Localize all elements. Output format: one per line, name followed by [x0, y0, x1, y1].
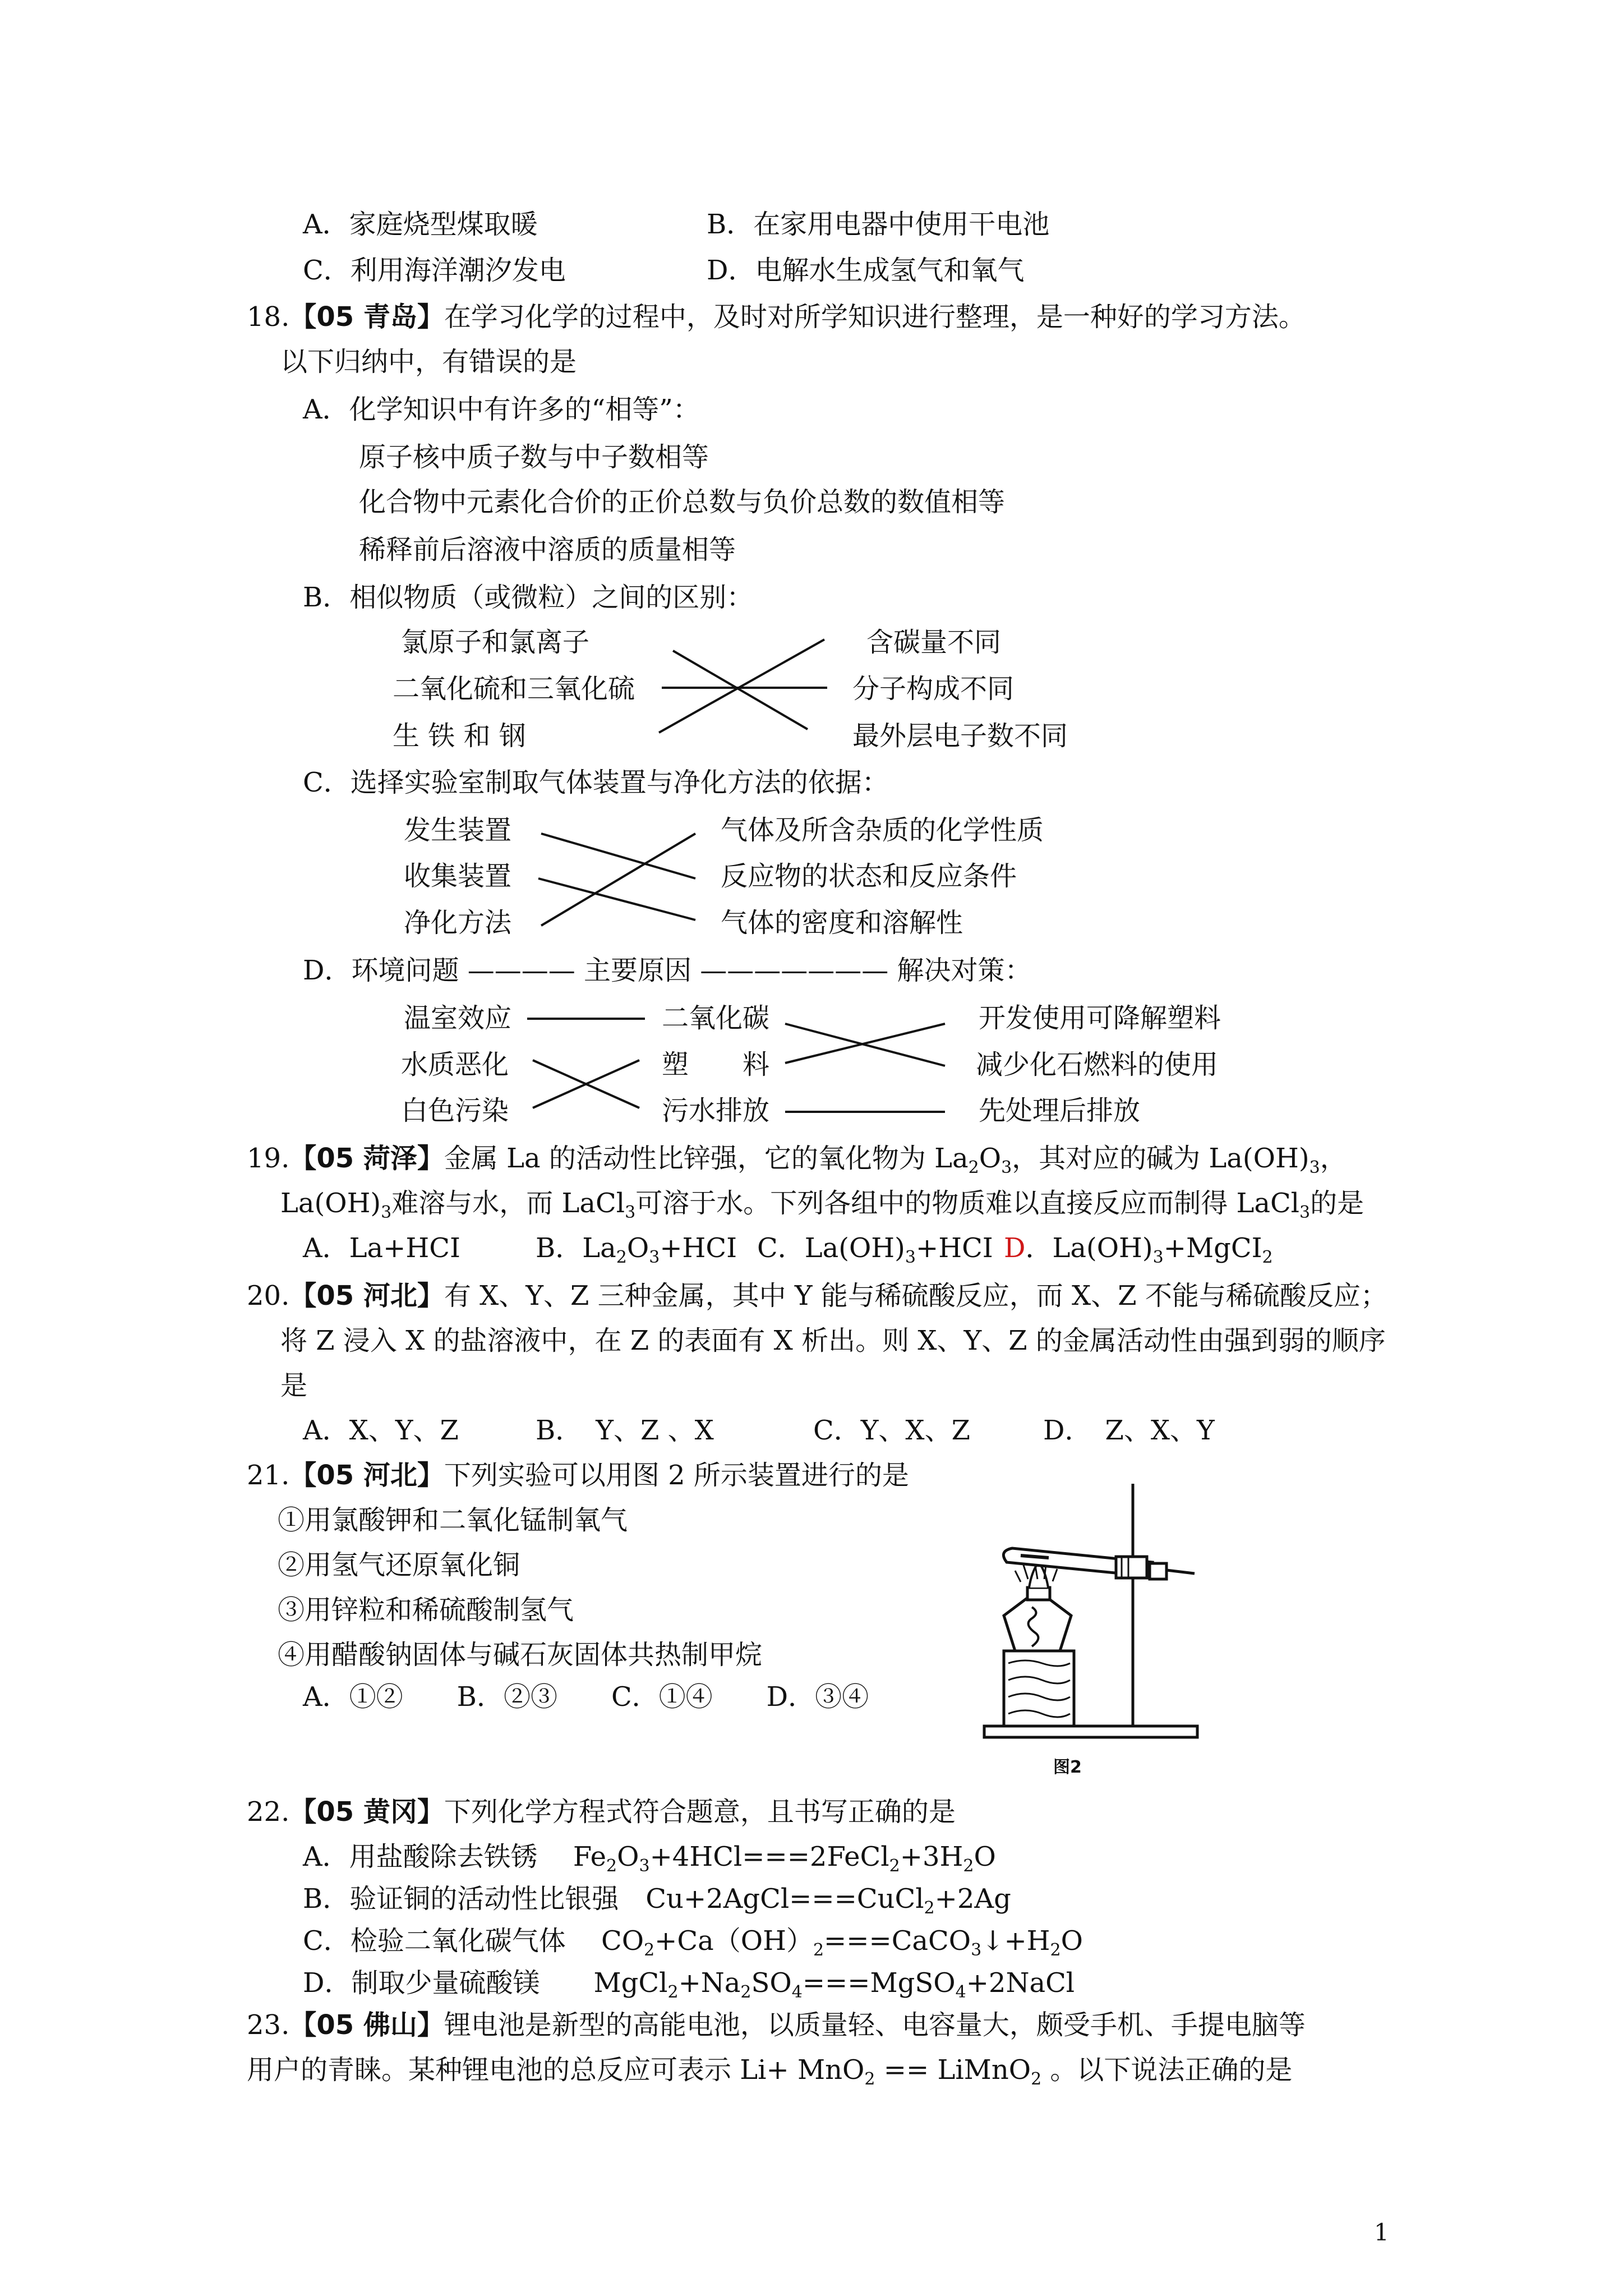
q19-option-b: B．$La_2O_3+HCI$	[536, 1232, 737, 1267]
q18-b-right-1: 含碳量不同	[866, 627, 1002, 658]
q22-source-tag: 【05 黄冈】	[289, 1796, 444, 1828]
page-number: 1	[1374, 2219, 1389, 2246]
q23-stem2-text: 用户的青睐。某种锂电池的总反应可表示 Li+ MnO	[247, 2054, 865, 2086]
q18-a-item-1: 原子核中质子数与中子数相等	[359, 441, 709, 473]
q20-source-tag: 【05 河北】	[289, 1280, 444, 1312]
q20-stem-2: 将 Z 浸入 X 的盐溶液中，在 Z 的表面有 X 析出。则 X、Y、Z 的金属活动性由强到弱的顺序	[280, 1325, 1386, 1356]
subscript: 2	[1031, 2069, 1042, 2089]
subscript: 2	[667, 1982, 679, 2002]
q20-option-c: C．Y、X、Z	[813, 1415, 970, 1446]
subscript: 3	[639, 1856, 650, 1876]
q20-stem-text: 有 X、Y、Z 三种金属，其中 Y 能与稀硫酸反应，而 X、Z 不能与稀硫酸反应；	[444, 1280, 1387, 1312]
q19-option-c-text-2: +HCI	[915, 1232, 993, 1264]
q20-stem	[247, 1279, 1387, 1313]
figure-caption: 图2	[1053, 1757, 1082, 1777]
q22-option-a: A．用盐酸除去铁锈 $Fe_2O_3+4HCl===2FeCl_2+3H_2O$	[303, 1841, 996, 1876]
subscript: 3	[1001, 1158, 1012, 1177]
subscript: 2	[1050, 1940, 1061, 1960]
q19-stem: 19.【05 菏泽】金属 La 的活动性比锌强，它的氧化物为 $La_2O_3$，其对应的碱为 $La(OH)_3$，	[247, 1143, 1347, 1177]
q19-option-a: A．La+HCI	[303, 1232, 460, 1264]
subscript: 3	[381, 1203, 392, 1222]
q18-d-mid-1: 二氧化碳	[662, 1002, 770, 1034]
q19-option-d	[1004, 1231, 1273, 1265]
q18-b-left-1: 氯原子和氯离子	[401, 627, 590, 658]
q22-option-b-equation: Cu+2AgCl===CuCl	[645, 1883, 924, 1915]
q22-option-d-text: D．制取少量硫酸镁	[303, 1967, 540, 1999]
q21-item-2: ②用氢气还原氧化铜	[278, 1549, 520, 1581]
q19-stem2-text-2: 难溶与水，而 LaCl	[391, 1188, 625, 1219]
q23-number: 23.	[247, 2009, 290, 2041]
subscript: 3	[649, 1248, 660, 1267]
subscript: 3	[1152, 1248, 1164, 1267]
q19-stem-2	[280, 1186, 1364, 1220]
subscript: 3	[625, 1203, 636, 1222]
c-connector-1	[541, 834, 695, 878]
q18-b-left-3: 生 铁 和 钢	[393, 720, 526, 752]
subscript: 3	[1299, 1203, 1311, 1222]
q19-option-b-text: B．La	[536, 1232, 616, 1264]
b-connector-3	[659, 639, 824, 733]
q19-stem2-text: La(OH)	[280, 1188, 381, 1219]
q22-option-c: C．检验二氧化碳气体 $CO_2+Ca(OH)_2===CaCO_3↓+H_2O$	[303, 1925, 1083, 1960]
subscript: 2	[963, 1856, 974, 1876]
q22-option-d: D．制取少量硫酸镁 $MgCl_2+Na_2SO_4===MgSO_4+2NaCl$	[303, 1967, 1075, 2002]
q19-source-tag: 【05 菏泽】	[289, 1143, 444, 1174]
q21-options: A．①② B．②③ C．①④ D．③④	[303, 1681, 869, 1713]
q18-c-left-1: 发生装置	[404, 815, 512, 846]
q17-option-b: B．在家用电器中使用干电池	[707, 209, 1050, 240]
q19-stem2-text-3: 可溶于水。下列各组中的物质难以直接反应而制得 LaCl	[635, 1188, 1300, 1219]
q21-number: 21.	[247, 1460, 290, 1491]
subscript: 3	[971, 1940, 982, 1960]
q18-c-right-2: 反应物的状态和反应条件	[721, 861, 1017, 892]
q18-d-right-3: 先处理后排放	[979, 1095, 1141, 1126]
q21-stem	[247, 1458, 909, 1492]
q23-stem-text: 锂电池是新型的高能电池，以质量轻、电容量大，颇受手机、手提电脑等	[444, 2009, 1306, 2041]
q18-b-head: B．相似物质（或微粒）之间的区别：	[303, 582, 754, 613]
q21-stem-text: 下列实验可以用图 2 所示装置进行的是	[444, 1460, 909, 1491]
subscript: 2	[968, 1158, 979, 1177]
subscript: 2	[644, 1940, 655, 1960]
subscript: 3	[905, 1248, 916, 1267]
q22-option-b-equation-2: +2Ag	[934, 1883, 1011, 1915]
q18-c-left-3: 净化方法	[404, 907, 512, 938]
q19-stem-text: 金属 La 的活动性比锌强，它的氧化物为 La	[444, 1143, 969, 1174]
subscript: 2	[864, 2069, 875, 2089]
q19-option-b-text-2: +HCI	[660, 1232, 737, 1264]
subscript: 2	[606, 1856, 617, 1876]
q22-option-b	[303, 1882, 1011, 1916]
b-connector-1	[673, 651, 808, 729]
q20-stem-3: 是	[280, 1370, 308, 1401]
q18-stem-text: 在学习化学的过程中，及时对所学知识进行整理，是一种好的学习方法。	[444, 301, 1306, 333]
q23-source-tag: 【05 佛山】	[289, 2009, 444, 2041]
q18-source-tag: 【05 青岛】	[289, 301, 444, 333]
q21-item-4: ④用醋酸钠固体与碱石灰固体共热制甲烷	[278, 1639, 763, 1671]
q19-option-d-text-2: +MgCI	[1163, 1232, 1262, 1264]
test-tube-contents	[1021, 1556, 1049, 1558]
q18-b-left-2: 二氧化硫和三氧化硫	[393, 673, 635, 705]
q21-source-tag: 【05 河北】	[289, 1460, 444, 1491]
q23-stem	[247, 2008, 1306, 2042]
q18-d-head: D．环境问题 ———— 主要原因 ——————— 解决对策：	[303, 955, 1032, 986]
q17-option-c: C．利用海洋潮汐发电	[303, 255, 566, 286]
q18-a-head: A．化学知识中有许多的“相等”：	[303, 394, 700, 425]
lamp-neck	[1027, 1588, 1050, 1600]
q18-b-right-3: 最外层电子数不同	[852, 720, 1068, 752]
q18-d-right-1: 开发使用可降解塑料	[979, 1002, 1221, 1034]
q18-c-right-1: 气体及所含杂质的化学性质	[721, 815, 1044, 846]
q18-d-left-3: 白色污染	[401, 1095, 509, 1126]
c-connector-3	[541, 834, 695, 926]
q18-c-head: C．选择实验室制取气体装置与净化方法的依据：	[303, 767, 889, 798]
q17-option-d: D．电解水生成氢气和氧气	[707, 255, 1025, 286]
subscript: 3	[1309, 1158, 1320, 1177]
q23-stem2-text-2: == LiMnO	[875, 2054, 1031, 2086]
q19-option-d-text: ．La(OH)	[1025, 1232, 1153, 1264]
stopper	[1150, 1563, 1166, 1579]
q22-option-a-text: A．用盐酸除去铁锈	[303, 1841, 538, 1872]
q22-stem-text: 下列化学方程式符合题意，且书写正确的是	[444, 1796, 956, 1828]
q20-option-a: A．X、Y、Z	[303, 1415, 459, 1446]
q20-number: 20.	[247, 1280, 290, 1312]
q22-number: 22.	[247, 1796, 290, 1828]
subscript: 2	[740, 1982, 751, 2002]
q19-option-d-letter: D	[1004, 1232, 1026, 1264]
subscript: 2	[616, 1248, 627, 1267]
subscript: 2	[889, 1856, 900, 1876]
q18-c-right-3: 气体的密度和溶解性	[721, 907, 963, 938]
q23-stem-2	[247, 2053, 1292, 2087]
clamp	[1116, 1557, 1147, 1578]
q19-stem-text-2: ，其对应的碱为 La(OH)	[1012, 1143, 1310, 1174]
subscript: 2	[813, 1940, 824, 1960]
q22-option-b-text: B．验证铜的活动性比银强	[303, 1883, 619, 1915]
q18-d-mid-3: 污水排放	[662, 1095, 770, 1126]
q18-d-left-1: 温室效应	[404, 1002, 512, 1034]
q21-item-1: ①用氯酸钾和二氧化锰制氧气	[278, 1504, 628, 1536]
q18-a-item-3: 稀释前后溶液中溶质的质量相等	[359, 534, 736, 565]
subscript: 2	[924, 1898, 935, 1918]
q22-stem	[247, 1795, 956, 1829]
alcohol-lamp	[1004, 1599, 1071, 1651]
q18-stem-2: 以下归纳中，有错误的是	[280, 346, 577, 378]
subscript: 2	[1262, 1248, 1273, 1267]
q19-number: 19.	[247, 1143, 290, 1174]
q21-item-3: ③用锌粒和稀硫酸制氢气	[278, 1594, 574, 1626]
q22-option-c-text: C．检验二氧化碳气体	[303, 1925, 566, 1957]
q17-option-a: A．家庭烧型煤取暖	[303, 209, 538, 240]
q18-number: 18.	[247, 301, 290, 333]
delivery-tube	[1166, 1570, 1195, 1573]
stand-base	[984, 1726, 1197, 1737]
q18-d-mid-2: 塑 料	[662, 1049, 770, 1080]
q18-d-right-2: 减少化石燃料的使用	[976, 1049, 1219, 1080]
q19-option-c	[757, 1231, 993, 1265]
q18-a-item-2: 化合物中元素化合价的正价总数与负价总数的数值相等	[359, 486, 1006, 518]
q23-stem2-text-3: 。以下说法正确的是	[1041, 2054, 1293, 2086]
q18-b-right-2: 分子构成不同	[852, 673, 1015, 705]
q20-option-d: D． Z、X、Y	[1043, 1415, 1215, 1446]
heating-apparatus-figure	[981, 1473, 1200, 1750]
q20-option-b: B． Y、Z 、X	[536, 1415, 714, 1446]
q19-option-c-text: C．La(OH)	[757, 1232, 905, 1264]
q18-c-left-2: 收集装置	[404, 861, 512, 892]
q18-d-left-2: 水质恶化	[401, 1049, 509, 1080]
q19-stem2-text-4: 的是	[1310, 1188, 1364, 1219]
